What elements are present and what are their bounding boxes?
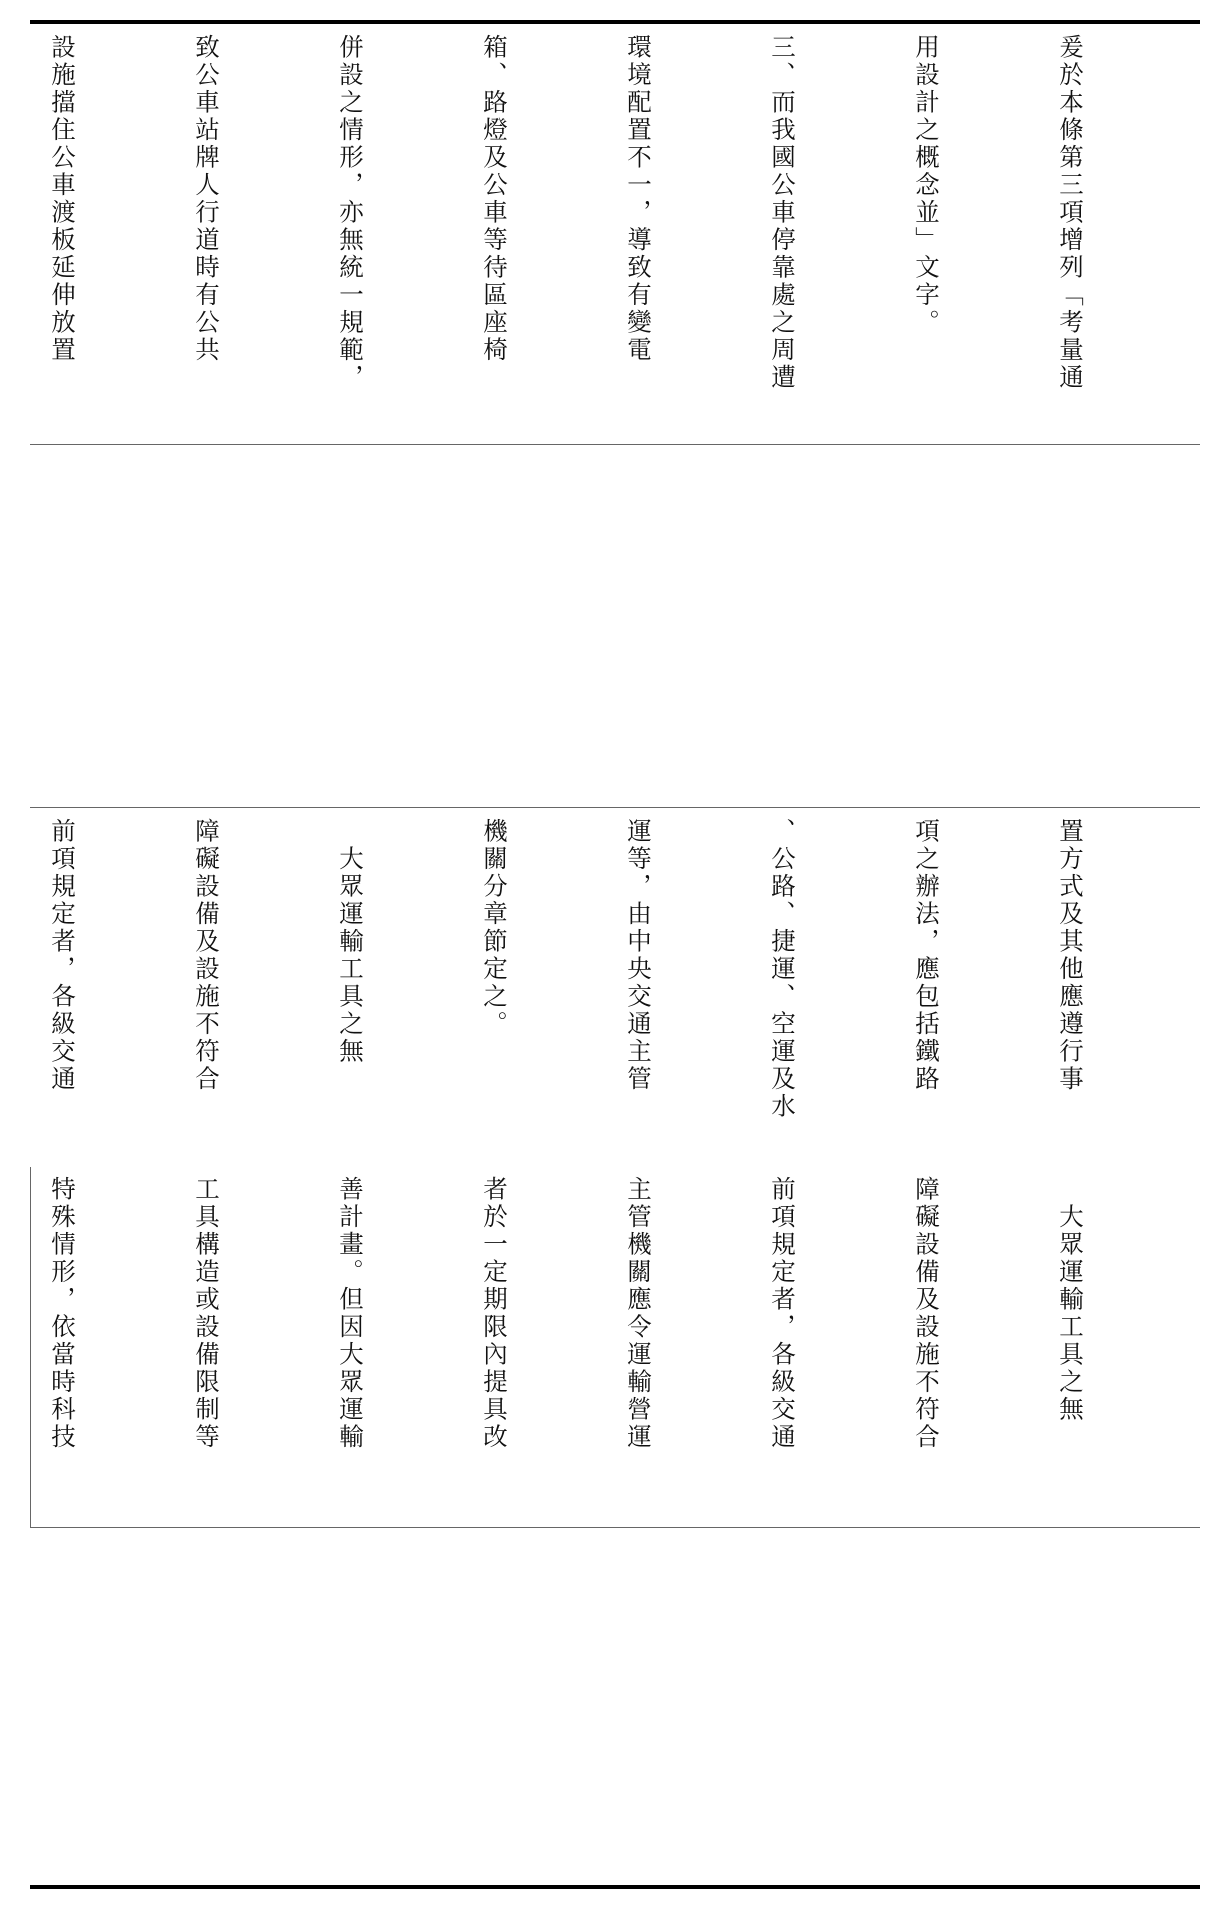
text-line: 大眾運輸工具之無 [336, 818, 365, 1066]
text-line: 障礙設備及設施不符合 [912, 1176, 941, 1451]
text-line: 環境配置不一，導致有變電 [624, 34, 653, 364]
text-line: 三、而我國公車停靠處之周遭 [768, 34, 797, 392]
text-line: 前項規定者，各級交通 [48, 818, 77, 1093]
text-line: 置方式及其他應遵行事 [1056, 818, 1085, 1093]
text-line: 工具構造或設備限制等 [192, 1176, 221, 1451]
top-right-column [40, 34, 1190, 438]
text-line: 特殊情形，依當時科技 [48, 1176, 77, 1451]
text-line: 大眾運輸工具之無 [1056, 1176, 1085, 1424]
text-line: 致公車站牌人行道時有公共 [192, 34, 221, 364]
text-line: 障礙設備及設施不符合 [192, 818, 221, 1093]
text-line: 機關分章節定之。 [480, 818, 509, 1038]
column-divider [30, 1167, 31, 1527]
text-line: 主管機關應令運輸營運 [624, 1176, 653, 1451]
text-line: 前項規定者，各級交通 [768, 1176, 797, 1451]
text-line: 箱、路燈及公車等待區座椅 [480, 34, 509, 364]
text-line: 爰於本條第三項增列「考量通 [1056, 34, 1085, 392]
middle-lower-column [40, 1176, 1190, 1520]
text-line: 者於一定期限內提具改 [480, 1176, 509, 1451]
bottom-border-rule [30, 1885, 1200, 1889]
text-line: 善計畫。但因大眾運輸 [336, 1176, 365, 1451]
middle-section-top-divider [30, 807, 1200, 808]
top-border-rule [30, 20, 1200, 24]
middle-section-bottom-divider [30, 1527, 1200, 1528]
text-line: 用設計之概念並」文字。 [912, 34, 941, 337]
text-line: 併設之情形，亦無統一規範， [336, 34, 365, 392]
text-line: 項之辦法，應包括鐵路 [912, 818, 941, 1093]
text-line: 設施擋住公車渡板延伸放置 [48, 34, 77, 364]
top-section-divider [30, 444, 1200, 445]
text-line: 、公路、捷運、空運及水 [768, 818, 797, 1121]
middle-upper-column [40, 818, 1190, 1162]
text-line: 運等，由中央交通主管 [624, 818, 653, 1093]
